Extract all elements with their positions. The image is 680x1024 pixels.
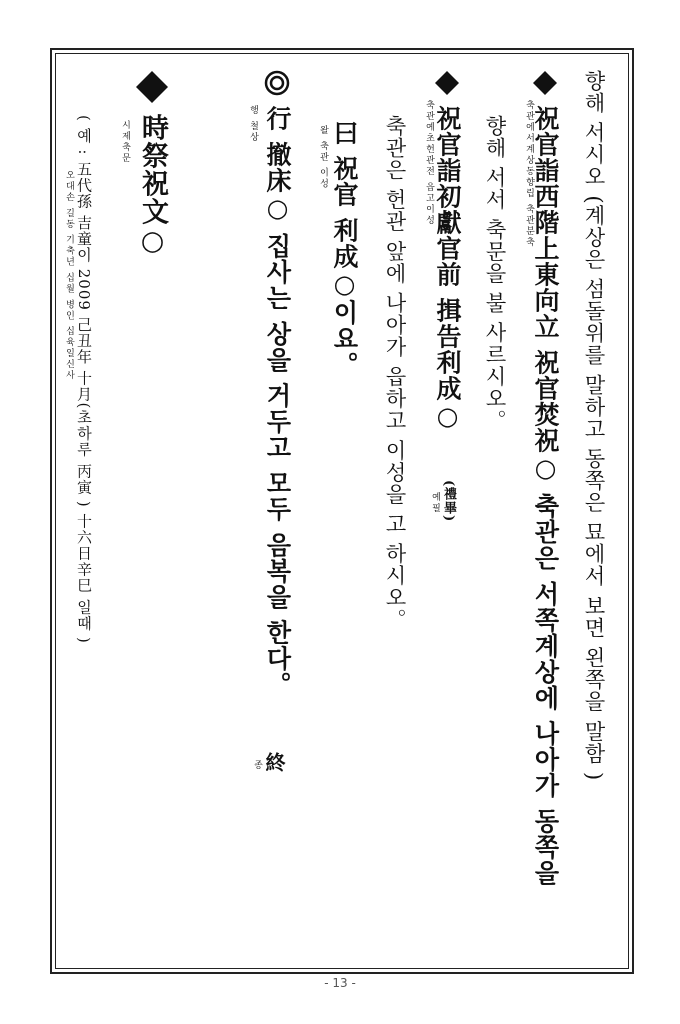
text-column-9: ( 예 : 五代孫 吉童이 2009 己丑年 十月(초하루 丙寅 ) 十六日辛巳 일때 ) — [75, 115, 93, 644]
note-ryepil: (禮畢) — [441, 480, 456, 523]
end-mark-gloss: 종 — [252, 760, 262, 771]
page-number: - 13 - — [324, 976, 356, 990]
gloss-column-2: 축관에서계상동향립 축관분축 — [524, 100, 534, 248]
text-column-8: 時祭祝文○ — [135, 70, 169, 258]
text-column-2: 祝官詣西階上東向立 祝官焚祝○ 축관은 서쪽계상에 나아가 동쪽을 — [532, 70, 558, 886]
diamond-icon — [532, 70, 558, 96]
text-column-5: 축관은 헌관 앞에 나아가 읍하고 이성을 고 하시오。 — [383, 115, 407, 631]
double-circle-icon — [264, 70, 290, 96]
diamond-icon — [135, 70, 169, 104]
gloss-column-7: 행 철상 — [248, 105, 258, 143]
gloss-column-9: 오대손 길동 기축년 십월 병인 십육일신사 — [64, 170, 74, 382]
text-column-3: 향해 서서 축문을 불 사르시오。 — [483, 115, 507, 432]
text-column-4: 祝官詣初獻官前 揖告利成○ — [434, 70, 460, 431]
diamond-icon — [434, 70, 460, 96]
note-ryepil-gloss: 예필 — [430, 492, 440, 514]
gloss-column-4: 축관예초헌관전 읍고이성 — [424, 100, 434, 226]
gloss-column-6: 왈 축관 이성 — [318, 125, 328, 190]
gloss-column-8: 시제축문 — [120, 120, 130, 164]
text-column-1: 향해 서시오 (계상은 섬돌위를 말하고 동쪽은 묘에서 보면 왼쪽을 말함 ) — [582, 70, 606, 782]
end-mark: 終 — [262, 752, 286, 773]
text-column-6: 曰 祝官 利成○이요。 — [330, 120, 359, 378]
text-column-7: 行 撤床○ 집사는 상을 거두고 모두 음복을 한다。 — [264, 70, 290, 698]
